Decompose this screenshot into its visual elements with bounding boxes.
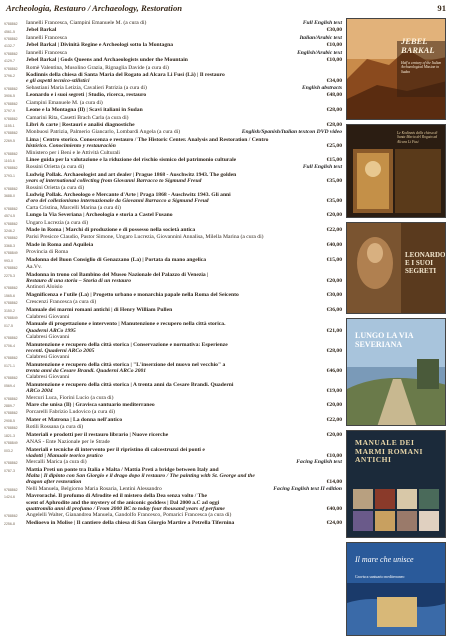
price: €48,00: [326, 92, 342, 99]
price: [339, 424, 342, 430]
price: €24,00: [326, 519, 342, 526]
catalog-entry: [4, 284, 342, 291]
catalog-entry: [4, 220, 342, 227]
entry-author-text: Ciampini Emanuele M. (a cura di): [26, 99, 103, 106]
price: [339, 264, 342, 270]
cover-mare: [346, 542, 446, 636]
entry-title-text: Restauro di una storia – Storia di un restauro: [26, 277, 132, 284]
price: [339, 395, 342, 401]
entry-author-text: Carta Cristina, Marcelli Marina (a cura di): [26, 204, 121, 211]
catalog-entry: [4, 212, 342, 219]
catalog-entry: [4, 35, 342, 42]
catalog-entry: [4, 512, 342, 519]
price: €28,00: [326, 347, 342, 354]
entry-author-text: Camarini Rita, Casetti Brach Carla (a cura di): [26, 114, 129, 121]
isbn-code: 9788862: [4, 356, 18, 361]
isbn-code: 9788862: [4, 186, 18, 191]
catalog-entry: [4, 362, 342, 375]
entry-title-text: Mare che unisa (Il) | Gravisca santuario mediterraneo: [26, 401, 155, 408]
isbn-code: 2269-5: [4, 138, 15, 143]
entry-title-text: Magnificenza e l'utile (La) | Progetto urbano e monarchia papale nella Roma del Seicento: [26, 291, 239, 298]
price: [339, 354, 342, 360]
catalog-entry: [4, 72, 342, 85]
price: €20,00: [326, 277, 342, 284]
entry-title-text: Manutenzione e recupero della città storica | A trenta anni da Cesare Brandi. Quaderni: [26, 381, 234, 388]
price: [339, 284, 342, 290]
page-title: Archeologia, Restauro / Archaeology, Restoration: [6, 3, 183, 13]
price: [339, 299, 342, 305]
isbn-code: 9788862: [4, 131, 18, 136]
isbn-code: 9788862: [4, 301, 18, 306]
entry-author-text: Rossini Orietta (a cura di): [26, 164, 85, 171]
isbn-code: 9788862: [4, 487, 18, 492]
price: €10,00: [326, 42, 342, 49]
entry-title-text: Manuale di progettazione e intervento | Manutenzione e recupero nella città storica.: [26, 321, 226, 328]
entry-title-text: years of international collecting from Giovanni Barracco to Sigmund Freud: [26, 178, 202, 185]
price: €20,00: [326, 431, 342, 438]
isbn-code: 9788862: [4, 101, 18, 106]
price: €28,00: [326, 107, 342, 114]
catalog-entry: [4, 92, 342, 99]
price: €21,00: [326, 327, 342, 334]
page-number: 91: [437, 3, 446, 13]
isbn-code: 9788862: [4, 36, 18, 41]
entry-title-text: scent of Aphrodite and the mystery of the aniconic goddess | Dal 2000 a.C ad oggi: [26, 499, 220, 506]
price: [339, 220, 342, 226]
entry-author-text: Crescenzi Francesca (a cura di): [26, 299, 97, 306]
catalog-entry: [4, 192, 342, 205]
price: €40,00: [326, 241, 342, 248]
catalog-entry: [4, 85, 342, 92]
price: €15,00: [326, 156, 342, 163]
isbn-code: 9788862: [4, 116, 18, 121]
isbn-code: 1424-6: [4, 495, 15, 500]
isbn-code: 993-0: [4, 258, 13, 263]
isbn-code: 1155-1: [4, 124, 15, 129]
catalog-entry: [4, 272, 342, 285]
isbn-code: 3793-1: [4, 173, 15, 178]
catalog-entry: [4, 334, 342, 341]
catalog-entry: [4, 292, 342, 299]
isbn-code: 0569-4: [4, 383, 15, 388]
entry-title-text: Quaderni ARCo 1995: [26, 327, 76, 334]
isbn-code: 0787-3: [4, 468, 15, 473]
isbn-code: 9788862: [4, 336, 18, 341]
entry-title-text: e gli aspetti tecnico-stilistici: [26, 78, 90, 85]
entry-author-text: Romè Valentina, Musolino Grazia, Rignaglia Davide (a cura di): [26, 64, 169, 71]
catalog-entry: [4, 409, 342, 416]
price: [339, 512, 342, 518]
language-note: Full English text: [302, 164, 342, 171]
entry-title-text: Lungo la Via Severiana | Archeologia e storia a Castel Fusano: [26, 212, 173, 219]
isbn-code: 3797-9: [4, 109, 15, 114]
isbn-code: 9788862: [4, 411, 18, 416]
isbn-code: 1565-6: [4, 293, 15, 298]
price: [339, 115, 342, 121]
isbn-code: 9788849: [4, 316, 18, 321]
isbn-code: 9788849: [4, 251, 18, 256]
entry-author-text: Calabresi Giovanni: [26, 334, 70, 341]
isbn-code: 9788862: [4, 86, 18, 91]
isbn-code: 017-5: [4, 323, 13, 328]
catalog-entry: [4, 172, 342, 185]
language-note: English abstracts: [302, 84, 342, 91]
cover-jebel-barkal: [346, 18, 446, 120]
cover-column: [346, 18, 450, 638]
entry-title-text: Mattia Preti un ponte tra Italia e Malta / Mattia Preti a bridge between Italy and: [26, 466, 219, 473]
cover-severiana-title: LUNGO LA VIA SEVERIANA: [355, 331, 414, 349]
price: €15,00: [326, 256, 342, 263]
catalog-entry: [4, 27, 342, 34]
isbn-code: 3906-5: [4, 94, 15, 99]
entry-title-text: Kodinnis della chiesa di Santa Maria del Rogato ad Alcara Li Fusi (Lä) | Il restauro: [26, 72, 225, 79]
page-header: [6, 3, 446, 17]
entry-title-text: viadotti | Manuale teorico pratico: [26, 452, 103, 459]
catalog-entry: [4, 65, 342, 72]
catalog-entry: [4, 447, 342, 460]
catalog-entry: [4, 107, 342, 114]
isbn-code: 4574-5: [4, 214, 15, 219]
language-note: English/Arabic text: [297, 49, 342, 56]
entry-author-text: Antinori Aloisio: [26, 284, 63, 291]
isbn-code: 2889-7: [4, 404, 15, 409]
isbn-code: 9788849: [4, 441, 18, 446]
entry-author-text: Parisi Presicce Claudio, Pastor Simone, Ungaro Lucrezia, Giovannini Annalisa, Milella Marina (a cura di): [26, 234, 264, 241]
catalog-entry: [4, 307, 342, 314]
catalog-entry: [4, 520, 342, 527]
isbn-code: 9788862: [4, 266, 18, 271]
catalog-entry: [4, 20, 342, 27]
entry-title-text: ARCo 2004: [26, 388, 53, 395]
isbn-code: 9788862: [4, 396, 18, 401]
price: €25,00: [326, 143, 342, 150]
catalog-entry: [4, 467, 342, 486]
price: €22,00: [326, 226, 342, 233]
price: [339, 439, 342, 445]
entry-author-text: Sebastiani Maria Letizia, Cavalieri Patrizia (a cura di): [26, 84, 147, 91]
isbn-code: 9788862: [4, 66, 18, 71]
entry-author-text: Mercalli Marica (a cura di): [26, 459, 87, 466]
entry-title-text: trenta anni da Cesare Brandi. Quaderni ARCo 2001: [26, 368, 147, 375]
entry-title-text: Materiali e tecniche di intervento per il ripristino di calcestruzzi dei ponti e: [26, 446, 205, 453]
cover-leonardo-title: LEONARDO E I SUOI SEGRETI: [405, 251, 446, 275]
catalog-list: [4, 20, 342, 527]
catalog-entry: [4, 150, 342, 157]
entry-title-text: quattromila anni di profumo / From 2000 BC to today four thousand years of perfume: [26, 505, 225, 512]
catalog-entry: [4, 342, 342, 355]
price: [339, 314, 342, 320]
catalog-entry: [4, 164, 342, 171]
catalog-entry: [4, 115, 342, 122]
isbn-code: 3368-3: [4, 243, 15, 248]
entry-title-text: Manuale dei marmi romani antichi | di Henry William Pullen: [26, 306, 173, 313]
language-note: Full English text: [302, 20, 342, 26]
price: €34,00: [326, 78, 342, 85]
entry-title-text: Jebel Barkal | Gods Queens and Archaeologists under the Mountain: [26, 57, 188, 64]
price: [339, 374, 342, 380]
entry-title-text: Made in Roma and Aquileia: [26, 241, 94, 248]
isbn-code: 3150-2: [4, 308, 15, 313]
price: €35,00: [326, 178, 342, 185]
isbn-code: 9788862: [4, 236, 18, 241]
isbn-code: 4561-5: [4, 29, 15, 34]
entry-author-text: Monbuosi Patrizia, Palmerio Giancarlo, Lombardi Angela (a cura di): [26, 129, 181, 136]
cover-marmi: [346, 430, 446, 538]
isbn-code: 9788862: [4, 221, 18, 226]
entry-author-text: Ungaro Lucrezia (a cura di): [26, 219, 89, 226]
catalog-entry: [4, 242, 342, 249]
entry-author-text: Rotili Rossana (a cura di): [26, 424, 84, 431]
entry-title-text: Leone e la Montagna (Il) | Scavi italiani in Sudan: [26, 107, 143, 114]
entry-title-text: Materiali e prodotti per il restauro librario | Nuove ricerche: [26, 431, 169, 438]
catalog-entry: [4, 129, 342, 136]
language-note: English/Spanish/Italian textcon DVD video: [241, 129, 342, 136]
isbn-code: 3796-2: [4, 74, 15, 79]
catalog-entry: [4, 382, 342, 395]
catalog-entry: [4, 257, 342, 264]
catalog-entry: [4, 137, 342, 150]
isbn-code: 1163-6: [4, 159, 15, 164]
price: [339, 334, 342, 340]
isbn-code: 4132-7: [4, 44, 15, 49]
catalog-entry: [4, 42, 342, 49]
entry-author-text: Mercuri Luca, Fiorini Lucio (a cura di): [26, 394, 114, 401]
entry-title-text: Medioevo in Molise | Il cantiere della chiesa di San Giorgio Martire a Petrella Tifernina: [26, 519, 235, 526]
isbn-code: 9788862: [4, 151, 18, 156]
entry-author-text: ANAS - Ente Nazionale per le Strade: [26, 439, 110, 446]
catalog-entry: [4, 264, 342, 271]
entry-author-text: Iannelli Francesca: [26, 34, 67, 41]
price: €28,00: [326, 121, 342, 128]
isbn-code: 9788862: [4, 376, 18, 381]
isbn-code: 9788862: [4, 22, 18, 27]
isbn-code: 9788862: [4, 51, 18, 56]
entry-author-text: Rossini Orietta (a cura di): [26, 184, 85, 191]
entry-title-text: histórico. Conocimiento y restauración: [26, 143, 116, 150]
cover-marmi-title: MANUALE DEI MARMI ROMANI ANTICHI: [355, 438, 423, 464]
cover-kodinnis-title: Le Kodinnis della chiesa di Santa Maria del Rogato ad Alcara Li Fusi: [397, 131, 438, 144]
isbn-code: 9788862: [4, 514, 18, 519]
cover-severiana: [346, 318, 446, 426]
price: €40,00: [326, 505, 342, 512]
catalog-entry: [4, 249, 342, 256]
isbn-code: 0171-1: [4, 363, 15, 368]
price: [339, 249, 342, 255]
price: €30,00: [326, 27, 342, 34]
entry-author-text: Nelli Manuela, Belgiorno Maria Rosaria, Lentini Alessandro: [26, 485, 162, 492]
entry-author-text: Calabresi Giovanni: [26, 374, 70, 381]
catalog-entry: [4, 234, 342, 241]
entry-author-text: Iannelli Francesca, Ciampini Emanuele M. (a cura di): [26, 20, 147, 26]
cover-mare-title: Il mare che unisce: [355, 555, 414, 564]
entry-title-text: Made in Roma | Marchi di produzione e di possesso nella società antica: [26, 226, 196, 233]
entry-title-text: Ludwig Pollak. Archaeologist and art dealer | Prague 1868 - Auschwitz 1943. The golden: [26, 171, 237, 178]
price: €46,00: [326, 368, 342, 375]
price: €19,00: [326, 388, 342, 395]
entry-title-text: Madonna del Buon Consiglio di Genazzano (La) | Portata da mano angelica: [26, 256, 207, 263]
isbn-code: 2908-5: [4, 418, 15, 423]
catalog-entry: [4, 486, 342, 493]
catalog-entry: [4, 50, 342, 57]
language-note: Italian/Arabic text: [299, 34, 342, 41]
isbn-code: 3688-0: [4, 194, 15, 199]
entry-author-text: Angelelli Walter, Gianandrea Manuela, Gandolfo Francesco, Pomarici Francesca (a cura di): [26, 512, 232, 519]
price: [339, 150, 342, 156]
entry-title-text: Linee guida per la valutazione e la riduzione del rischio sismico del patrimonio culturale: [26, 156, 237, 163]
price: €20,00: [326, 401, 342, 408]
entry-title-text: Manutenzione e recupero della città storica | Conservazione e normativa: Esperienze: [26, 341, 228, 348]
entry-author-text: Aa.Vv.: [26, 264, 42, 271]
entry-title-text: Mater et Matrona | La donna nell'antico: [26, 416, 123, 423]
isbn-code: 9788862: [4, 166, 18, 171]
price: [339, 234, 342, 240]
entry-title-text: Jebel Barkal | Divinità Regine e Archeologi sotto la Montagna: [26, 42, 174, 49]
entry-title-text: d'oro del collezionismo internazionale da Giovanni Barracco a Sigmund Freud: [26, 198, 209, 205]
entry-title-text: Libri & carte | Restauri e analisi diagnostiche: [26, 121, 135, 128]
isbn-code: 2256-8: [4, 521, 15, 526]
entry-author-text: Calabresi Giovanni: [26, 314, 70, 320]
isbn-code: 9788862: [4, 461, 18, 466]
price: €30,00: [326, 291, 342, 298]
price: [339, 100, 342, 106]
entry-title-text: Lima | Centro storico. Conoscenza e restauro / The Historic Center. Analysis and Restoration / Centro: [26, 136, 269, 143]
language-note: Facing English text: [296, 459, 342, 466]
catalog-entry: [4, 459, 342, 466]
catalog-entry: [4, 424, 342, 431]
price: €20,00: [326, 212, 342, 219]
catalog-entry: [4, 57, 342, 64]
price: €14,00: [326, 479, 342, 486]
catalog-entry: [4, 185, 342, 192]
entry-author-text: Provincia di Roma: [26, 249, 68, 256]
entry-author-text: Ministero per i Beni e le Attività Culturali: [26, 149, 120, 156]
isbn-code: 2275-3: [4, 273, 15, 278]
language-note: Facing English text II edition: [273, 485, 342, 492]
isbn-code: 9788862: [4, 286, 18, 291]
cover-leonardo: [346, 222, 446, 314]
entry-title-text: Manutenzione e recupero della città storica | "L'inserzione del nuovo nel vecchio" a: [26, 361, 226, 368]
price: [339, 205, 342, 211]
cover-kodinnis: [346, 124, 446, 218]
isbn-code: 9788862: [4, 426, 18, 431]
catalog-entry: [4, 100, 342, 107]
catalog-entry: [4, 321, 342, 334]
catalog-entry: [4, 374, 342, 381]
price: €36,00: [326, 306, 342, 313]
cover-mare-subtitle: Gravisca santuario mediterraneo: [355, 575, 405, 579]
price: €10,00: [326, 57, 342, 64]
isbn-code: 9788862: [4, 206, 18, 211]
entry-title-text: Jebel Barkal: [26, 27, 57, 34]
entry-author-text: Iannelli Francesca: [26, 49, 67, 56]
isbn-code: 003-2: [4, 448, 13, 453]
price: [339, 185, 342, 191]
entry-title-text: Mavroraché. Il profumo di Afrodite ed il mistero della Dea senza volto / The: [26, 493, 207, 500]
entry-author-text: Calabresi Giovanni: [26, 354, 70, 361]
entry-title-text: Ludwig Pollak. Archeologo e Mercante d'Arte | Praga 1868 - Auschwitz 1943. Gli anni: [26, 191, 231, 198]
catalog-entry: [4, 493, 342, 512]
catalog-entry: [4, 205, 342, 212]
catalog-entry: [4, 439, 342, 446]
catalog-entry: [4, 314, 342, 321]
price: [339, 65, 342, 71]
catalog-entry: [4, 299, 342, 306]
catalog-entry: [4, 395, 342, 402]
isbn-code: 0706-4: [4, 343, 15, 348]
price: €22,00: [326, 416, 342, 423]
entry-author-text: Porcarelli Fabrizio Ludovico (a cura di): [26, 409, 116, 416]
isbn-code: 1821-3: [4, 433, 15, 438]
price: [339, 409, 342, 415]
entry-title-text: Madonna in trono col Bambino del Museo Nazionale del Palazzo di Venezia |: [26, 271, 209, 278]
cover-jebel-subtitle: Half a century of the Italian Archaeological Mission in Sudan: [401, 61, 442, 74]
entry-title-text: recenti. Quaderni ARCo 2005: [26, 347, 95, 354]
entry-title-text: Leonardo e i suoi segreti | Studio, ricerca, restauro: [26, 92, 147, 99]
isbn-code: 4129-7: [4, 59, 15, 64]
entry-title-text: dragon after restoration: [26, 479, 82, 486]
price: €10,00: [326, 452, 342, 459]
cover-jebel-title: JEBEL BARKAL: [401, 36, 435, 55]
catalog-entry: [4, 354, 342, 361]
catalog-entry: [4, 432, 342, 439]
isbn-code: 3246-2: [4, 229, 15, 234]
price: €35,00: [326, 198, 342, 205]
entry-title-text: Malta | Il dipinto con San Giorgio e il drago dopo il restauro / The painting with St. George and the: [26, 473, 255, 480]
